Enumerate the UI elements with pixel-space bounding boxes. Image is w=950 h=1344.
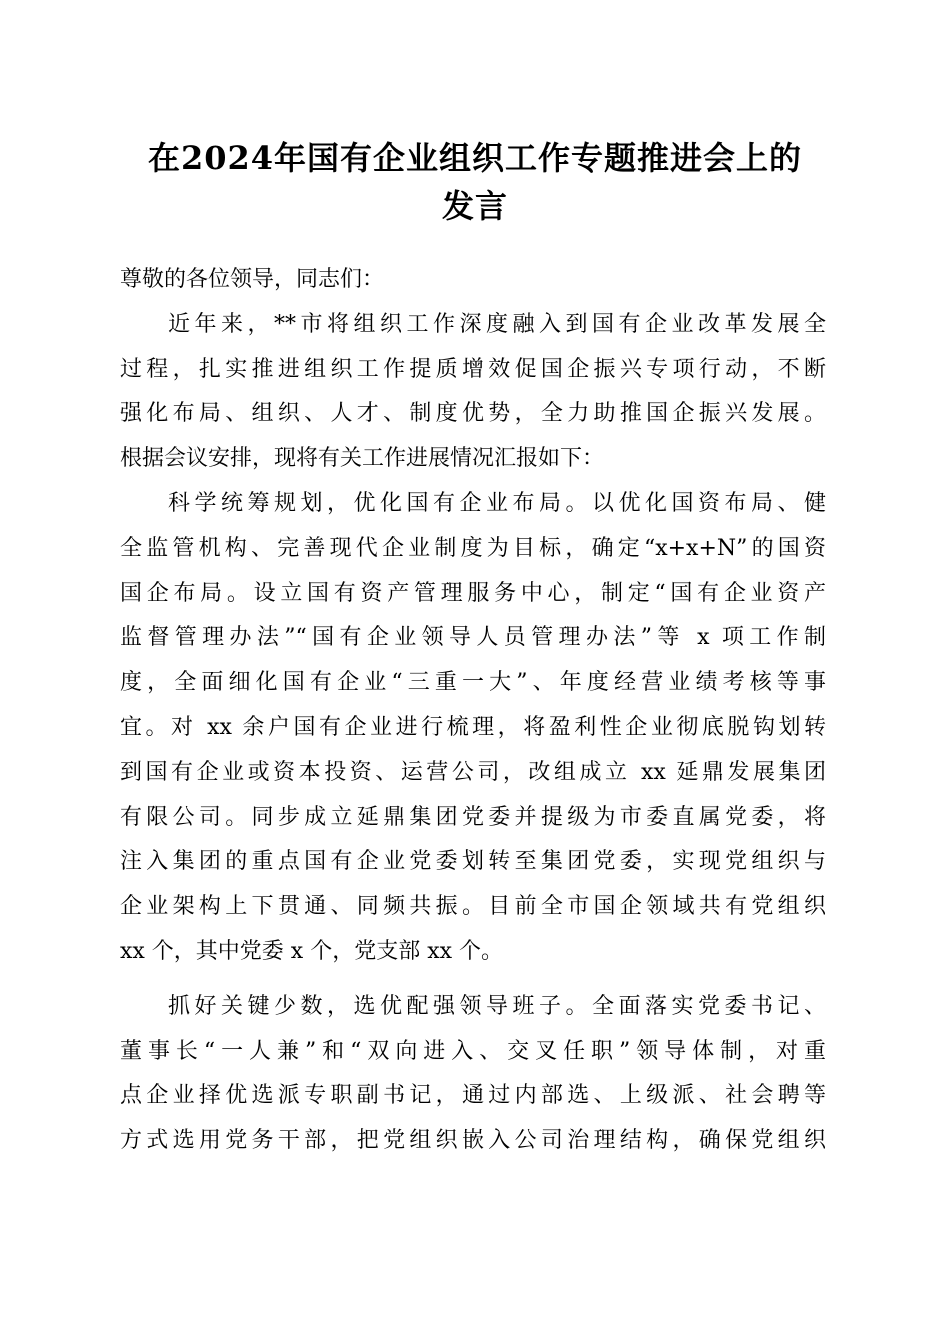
paragraph-line: 宜。对 xx 余户国有企业进行梳理，将盈利性企业彻底脱钩划转 xyxy=(120,714,826,740)
paragraph-3 xyxy=(120,985,826,1164)
paragraph-line: 企业架构上下贯通、同频共振。目前全市国企领域共有党组织 xyxy=(120,894,826,920)
paragraph-line: 注入集团的重点国有企业党委划转至集团党委，实现党组织与 xyxy=(120,849,826,875)
paragraph-line: 度，全面细化国有企业“三重一大”、年度经营业绩考核等事 xyxy=(120,670,826,696)
paragraph-line: 监督管理办法”“国有企业领导人员管理办法”等 x 项工作制 xyxy=(120,625,826,651)
paragraph-line: 近年来，**市将组织工作深度融入到国有企业改革发展全 xyxy=(168,311,826,337)
paragraph-spacer xyxy=(120,975,826,985)
title-line-1: 在2024年国有企业组织工作专题推进会上的 xyxy=(147,139,803,177)
document-title xyxy=(100,134,850,230)
paragraph-line: 全监管机构、完善现代企业制度为目标，确定“x+x+N”的国资 xyxy=(120,535,826,561)
paragraph-line: xx 个，其中党委 x 个，党支部 xx 个。 xyxy=(120,938,504,964)
paragraph-line: 有限公司。同步成立延鼎集团党委并提级为市委直属党委，将 xyxy=(120,804,826,830)
paragraph-line: 强化布局、组织、人才、制度优势，全力助推国企振兴发展。 xyxy=(120,401,826,427)
salutation: 尊敬的各位领导，同志们： xyxy=(120,267,385,292)
paragraph-line: 方式选用党务干部，把党组织嵌入公司治理结构，确保党组织 xyxy=(120,1128,826,1154)
paragraph-2 xyxy=(120,482,826,975)
paragraph-1 xyxy=(120,303,826,482)
paragraph-line: 过程，扎实推进组织工作提质增效促国企振兴专项行动，不断 xyxy=(120,356,826,382)
paragraph-line: 抓好关键少数，选优配强领导班子。全面落实党委书记、 xyxy=(168,993,826,1019)
paragraph-line: 根据会议安排，现将有关工作进展情况汇报如下： xyxy=(120,446,605,472)
paragraph-line: 科学统筹规划，优化国有企业布局。以优化国资布局、健 xyxy=(168,490,826,516)
paragraph-line: 董事长“一人兼”和“双向进入、交叉任职”领导体制，对重 xyxy=(120,1038,826,1064)
document-body xyxy=(120,258,826,1164)
paragraph-line: 到国有企业或资本投资、运营公司，改组成立 xx 延鼎发展集团 xyxy=(120,759,826,785)
paragraph-line: 点企业择优选派专职副书记，通过内部选、上级派、社会聘等 xyxy=(120,1083,826,1109)
paragraph-line: 国企布局。设立国有资产管理服务中心，制定“国有企业资产 xyxy=(120,580,826,606)
title-line-2: 发言 xyxy=(441,187,508,225)
